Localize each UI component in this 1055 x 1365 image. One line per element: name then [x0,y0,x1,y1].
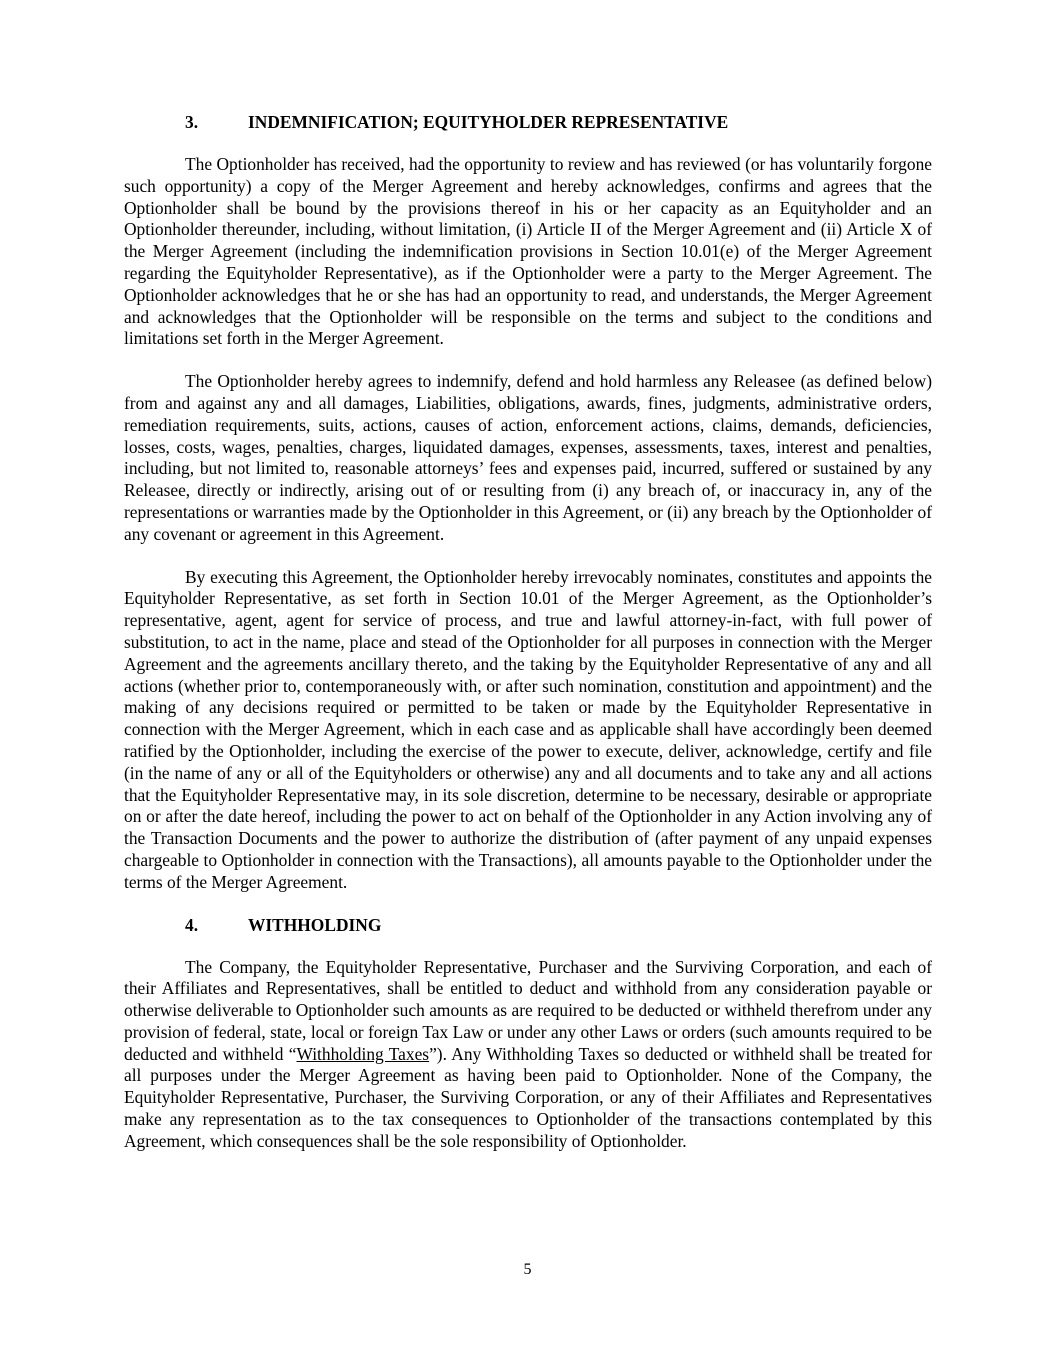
section-4-paragraph [124,957,932,1153]
page-number: 5 [523,1261,532,1278]
withholding-taxes-defined-term: Withholding Taxes [296,1043,430,1064]
section-4-paragraph-part-2: ”). Any Withholding Taxes so deducted or withheld shall be treated for all purposes under the Merger Agreement as having been paid to Optionholder. None of the Company, the Equityholder Representative, Purchaser, the Surviving Corporation, or any of their Affiliates and Representatives make any representation as to the tax consequences to Optionholder of the transactions contemplated by this Agreement, which consequences shall be the sole responsibility of Optionholder. [124,1043,933,1151]
section-3-title: INDEMNIFICATION; EQUITYHOLDER REPRESENTATIVE [248,112,729,132]
section-3-heading [124,112,932,134]
section-3-number: 3. [185,112,199,132]
section-4-title: WITHHOLDING [248,914,382,935]
section-3-paragraph-1: The Optionholder has received, had the opportunity to review and has reviewed (or has voluntarily forgone such opportunity) a copy of the Merger Agreement and hereby acknowledges, confirms and agrees that the Optionholder shall be bound by the provisions thereof in his or her capacity as an Equityholder and an Optionholder thereunder, including, without limitation, (i) Article II of the Merger Agreement and (ii) Article X of the Merger Agreement (including the indemnification provisions in Section 10.01(e) of the Merger Agreement regarding the Equityholder Representative), as if the Optionholder were a party to the Merger Agreement. The Optionholder acknowledges that he or she has had an opportunity to read, and understands, the Merger Agreement and acknowledges that the Optionholder will be responsible on the terms and subject to the conditions and limitations set forth in the Merger Agreement. [124,154,932,349]
section-3-paragraph-3: By executing this Agreement, the Optionholder hereby irrevocably nominates, constitutes and appoints the Equityholder Representative, as set forth in Section 10.01 of the Merger Agreement, as the Optionholder’s representative, agent, agent for service of process, and true and lawful attorney-in-fact, with full power of substitution, to act in the name, place and stead of the Optionholder for all purposes in connection with the Merger Agreement and the agreements ancillary thereto, and the taking by the Equityholder Representative of any and all actions (whether prior to, contemporaneously with, or after such nomination, constitution and appointment) and the making of any decisions required or permitted to be taken or made by the Equityholder Representative in connection with the Merger Agreement, which in each case and as applicable shall have accordingly been deemed ratified by the Optionholder, including the exercise of the power to execute, deliver, acknowledge, certify and file (in the name of any or all of the Equityholders or otherwise) any and all documents and to take any and all actions that the Equityholder Representative may, in its sole discretion, determine to be necessary, desirable or appropriate on or after the date hereof, including the power to act on behalf of the Optionholder in any Action involving any of the Transaction Documents and the power to authorize the distribution of (after payment of any unpaid expenses chargeable to Optionholder in connection with the Transactions), all amounts payable to the Optionholder under the terms of the Merger Agreement. [124,566,932,892]
section-4-number: 4. [185,914,199,935]
section-4-paragraph-part-1: The Company, the Equityholder Representative, Purchaser and the Surviving Corporation, and each of their Affiliates and Representatives, shall be entitled to deduct and withhold from any consideration payable or otherwise deliverable to Optionholder such amounts as are required to be deducted or withheld therefrom under any provision of federal, state, local or foreign Tax Law or under any other Laws or orders (such amounts required to be deducted and withheld “ [124,956,932,1064]
section-4-heading [124,915,932,937]
section-3-paragraph-2: The Optionholder hereby agrees to indemnify, defend and hold harmless any Releasee (as defined below) from and against any and all damages, Liabilities, obligations, awards, fines, judgments, administrative orders, remediation requirements, suits, actions, causes of action, enforcement actions, claims, demands, deficiencies, losses, costs, wages, penalties, charges, liquidated damages, expenses, assessments, taxes, interest and penalties, including, but not limited to, reasonable attorneys’ fees and expenses paid, incurred, suffered or sustained by any Releasee, directly or indirectly, arising out of or resulting from (i) any breach of, or inaccuracy in, any of the representations or warranties made by the Optionholder in this Agreement, or (ii) any breach by the Optionholder of any covenant or agreement in this Agreement. [124,371,932,544]
document-page [124,112,932,1153]
